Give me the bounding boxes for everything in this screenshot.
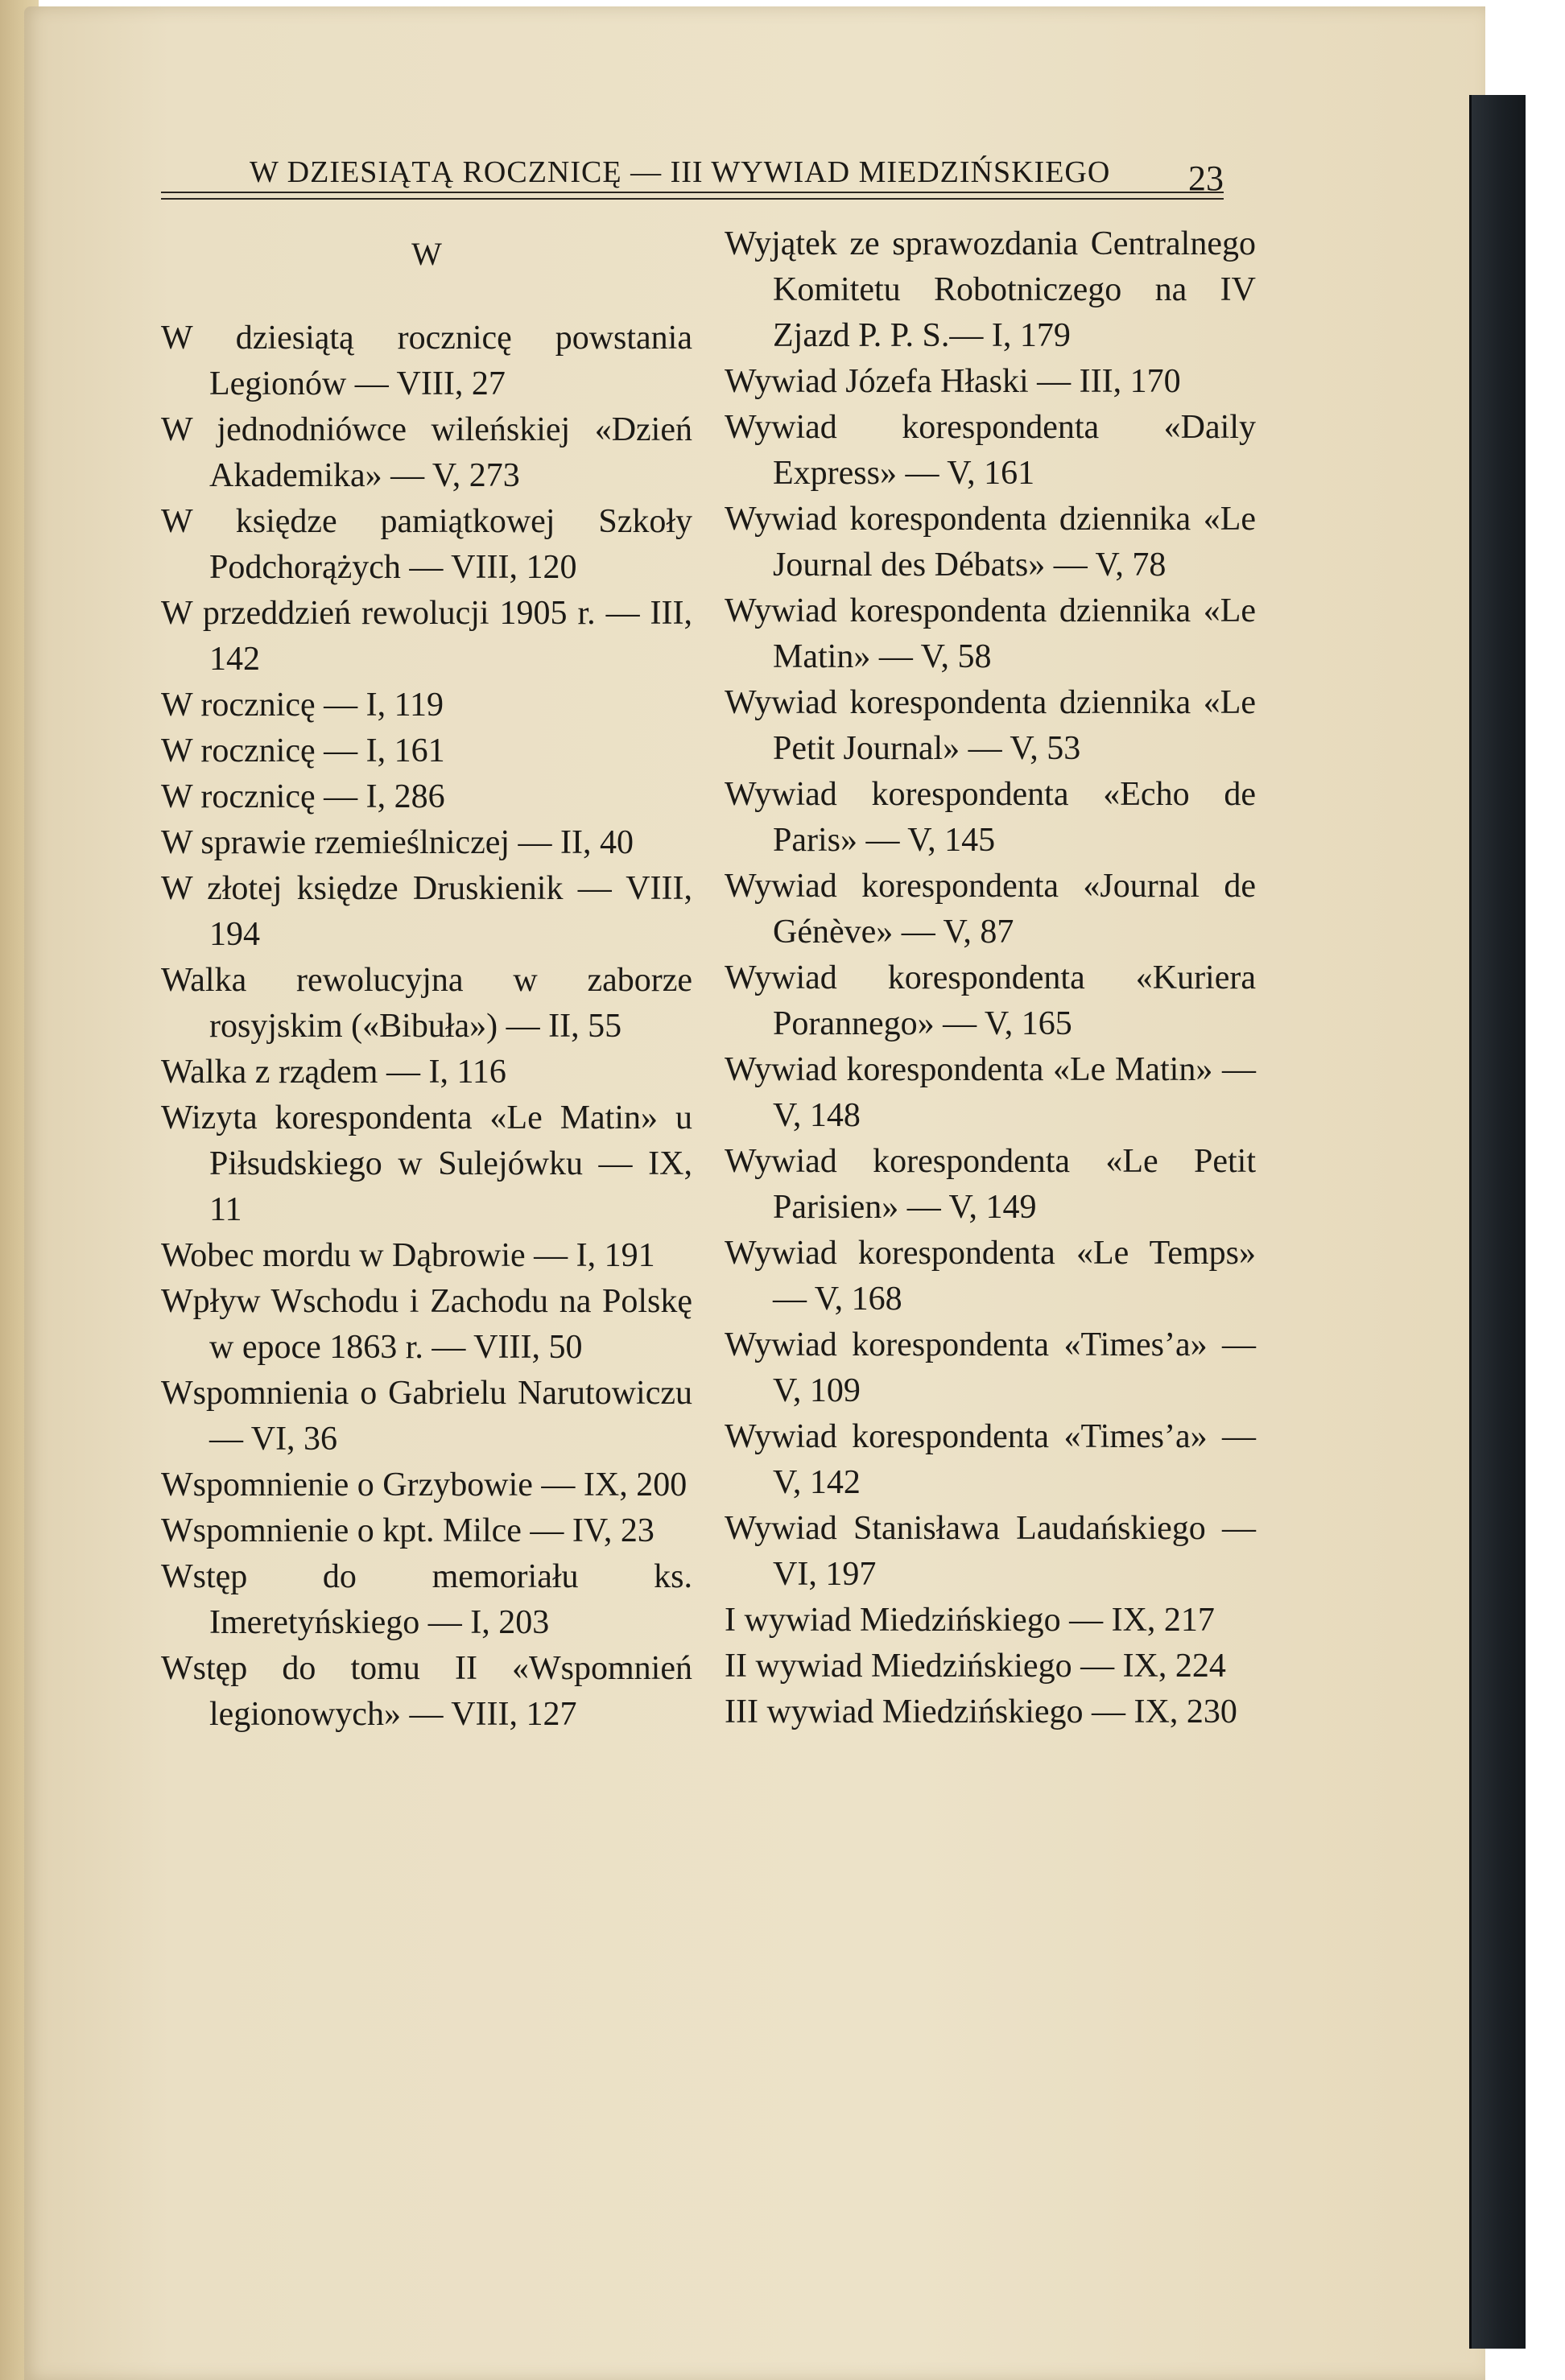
index-entry: Wywiad korespondenta «Kuriera Porannego» — V, 165 bbox=[725, 959, 1256, 1042]
index-entry: Wywiad Józefa Hłaski — III, 170 bbox=[725, 363, 1181, 400]
index-entry: W sprawie rzemieślniczej — II, 40 bbox=[161, 824, 634, 861]
index-entry: Wywiad korespondenta dziennika «Le Matin» — V, 58 bbox=[725, 592, 1256, 675]
index-entry: Wywiad korespondenta «Echo de Paris» — V, 145 bbox=[725, 776, 1256, 859]
left-entries bbox=[161, 316, 692, 1738]
index-entry: Wspomnienia o Gabrielu Narutowiczu — VI, 36 bbox=[161, 1375, 692, 1458]
index-entry: Wywiad Stanisława Laudańskiego — VI, 197 bbox=[725, 1510, 1256, 1593]
index-entry: Wstęp do tomu II «Wspomnień legionowych» — VIII, 127 bbox=[161, 1650, 692, 1733]
index-entry: W złotej księdze Druskienik — VIII, 194 bbox=[161, 870, 692, 953]
header-rule bbox=[161, 192, 1224, 200]
index-entry: Wywiad korespondenta «Journal de Génève» — V, 87 bbox=[725, 868, 1256, 951]
index-entry: Walka rewolucyjna w zaborze rosyjskim («Bibuła») — II, 55 bbox=[161, 962, 692, 1045]
section-letter: W bbox=[411, 236, 442, 272]
index-column-left bbox=[161, 221, 692, 1738]
index-entry: Wywiad korespondenta dziennika «Le Journal des Débats» — V, 78 bbox=[725, 501, 1256, 584]
index-entry: W jednodniówce wileńskiej «Dzień Akademika» — V, 273 bbox=[161, 411, 692, 494]
index-column-right bbox=[725, 221, 1256, 1735]
page-number: 23 bbox=[1188, 159, 1224, 198]
index-entry: Wobec mordu w Dąbrowie — I, 191 bbox=[161, 1237, 655, 1274]
book-binding bbox=[1469, 95, 1526, 2349]
header-title: W DZIESIĄTĄ ROCZNICĘ — III WYWIAD MIEDZIŃSKIEGO bbox=[250, 155, 1111, 189]
index-entry: W rocznicę — I, 119 bbox=[161, 687, 444, 724]
index-entry: I wywiad Miedzińskiego — IX, 217 bbox=[725, 1602, 1215, 1639]
index-entry: Wspomnienie o kpt. Milce — IV, 23 bbox=[161, 1512, 654, 1549]
index-entry: II wywiad Miedzińskiego — IX, 224 bbox=[725, 1648, 1226, 1685]
index-entry: W rocznicę — I, 161 bbox=[161, 732, 445, 769]
index-entry: Wywiad korespondenta «Le Petit Parisien» — V, 149 bbox=[725, 1143, 1256, 1226]
index-entry: W przeddzień rewolucji 1905 r. — III, 142 bbox=[161, 595, 692, 678]
index-entry: W dziesiątą rocznicę powstania Legionów — VIII, 27 bbox=[161, 320, 692, 402]
index-entry: Wywiad korespondenta «Le Temps» — V, 168 bbox=[725, 1235, 1256, 1318]
index-entry: Wywiad korespondenta «Daily Express» — V, 161 bbox=[725, 409, 1256, 492]
index-entry: Wspomnienie o Grzybowie — IX, 200 bbox=[161, 1466, 688, 1503]
right-entries bbox=[725, 221, 1256, 1735]
index-entry: Wywiad korespondenta dziennika «Le Petit Journal» — V, 53 bbox=[725, 684, 1256, 767]
index-entry: III wywiad Miedzińskiego — IX, 230 bbox=[725, 1693, 1237, 1730]
index-entry: Wywiad korespondenta «Times’a» — V, 142 bbox=[725, 1418, 1256, 1501]
index-entry: Wywiad korespondenta «Le Matin» — V, 148 bbox=[725, 1051, 1256, 1134]
index-entry: Wizyta korespondenta «Le Matin» u Piłsudskiego w Sulejówku — IX, 11 bbox=[161, 1099, 692, 1228]
index-entry: Wyjątek ze sprawozdania Centralnego Komitetu Robotniczego na IV Zjazd P. P. S.— I, 179 bbox=[725, 225, 1256, 354]
index-entry: Wstęp do memoriału ks. Imeretyńskiego — I, 203 bbox=[161, 1558, 692, 1641]
index-entry: Wywiad korespondenta «Times’a» — V, 109 bbox=[725, 1326, 1256, 1409]
running-header bbox=[161, 145, 1224, 198]
index-entry: W rocznicę — I, 286 bbox=[161, 778, 445, 815]
index-entry: Wpływ Wschodu i Zachodu na Polskę w epoce 1863 r. — VIII, 50 bbox=[161, 1283, 692, 1366]
index-entry: Walka z rządem — I, 116 bbox=[161, 1054, 506, 1091]
index-entry: W księdze pamiątkowej Szkoły Podchorążych — VIII, 120 bbox=[161, 503, 692, 586]
